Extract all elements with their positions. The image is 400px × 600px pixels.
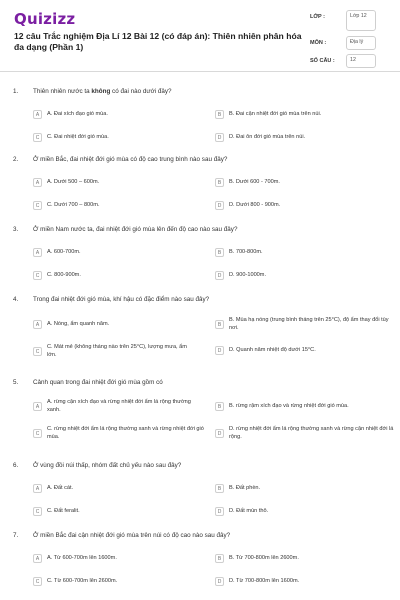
meta-subject-row (310, 36, 392, 54)
option-text: A. Nóng, ẩm quanh năm. (47, 320, 110, 327)
option-letter-box: D (215, 133, 224, 142)
option-letter-box: C (33, 201, 42, 210)
worksheet-meta (310, 10, 392, 72)
option-letter-box: D (215, 429, 224, 438)
option-letter-box: D (215, 271, 224, 280)
meta-subject-value: Địa lý (346, 36, 376, 50)
question-text: Ở miền Bắc, đai nhiệt đới gió mùa có độ cao trung bình nào sau đây? (33, 156, 228, 163)
option-letter-box: D (215, 577, 224, 586)
option-letter-box: D (215, 201, 224, 210)
worksheet-title: 12 câu Trắc nghiệm Địa Lí 12 Bài 12 (có đáp án): Thiên nhiên phân hóa đa dạng (Phần 1) (14, 31, 302, 52)
option-text: D. Đất mùn thô. (229, 507, 269, 514)
question-text: Ở miền Nam nước ta, đai nhiệt đới gió mùa lên đến độ cao nào sau đây? (33, 226, 238, 233)
option-text: D. Quanh năm nhiệt độ dưới 15°C. (229, 346, 316, 353)
option-d[interactable] (215, 507, 390, 516)
option-text: B. rừng rậm xích đạo và rừng nhiệt đới gió mùa. (229, 402, 349, 409)
option-text: B. Đất phèn. (229, 484, 261, 491)
meta-class-row (310, 10, 392, 36)
option-b[interactable] (215, 317, 390, 332)
option-b[interactable] (215, 110, 390, 119)
option-a[interactable] (33, 110, 193, 119)
option-letter-box: C (33, 133, 42, 142)
option-letter-box: B (215, 110, 224, 119)
option-d[interactable] (215, 271, 390, 280)
option-text: C. Dưới 700 – 800m. (47, 201, 100, 208)
question-text: Ở vùng đồi núi thấp, nhóm đất chủ yếu nào sau đây? (33, 462, 182, 469)
quizizz-logo: Quizizz (14, 10, 76, 28)
option-text: C. Đai nhiệt đới gió mùa. (47, 133, 109, 140)
option-text: B. Mùa hạ nóng (trung bình tháng trên 25°C), độ ẩm thay đổi tùy nơi. (229, 317, 389, 331)
option-text: A. 600-700m. (47, 248, 81, 255)
option-letter-box: A (33, 484, 42, 493)
option-letter-box: C (33, 271, 42, 280)
question-number: 1. (13, 88, 19, 95)
option-text: A. Đai xích đạo gió mùa. (47, 110, 108, 117)
option-text: A. Dưới 500 – 600m. (47, 178, 100, 185)
option-a[interactable] (33, 320, 193, 329)
option-letter-box: B (215, 554, 224, 563)
option-a[interactable] (33, 554, 193, 563)
question-4 (0, 296, 400, 371)
option-c[interactable] (33, 577, 193, 586)
option-letter-box: B (215, 484, 224, 493)
option-letter-box: D (215, 507, 224, 516)
option-text: C. Mát mẻ (không tháng nào trên 25°C), lượng mưa, ẩm lớn. (47, 344, 187, 358)
question-1 (0, 88, 400, 148)
option-text: C. rừng nhiệt đới ẩm lá rộng thường xanh và rừng nhiệt đới gió mùa. (47, 426, 204, 440)
option-a[interactable] (33, 248, 193, 257)
option-b[interactable] (215, 178, 390, 187)
option-b[interactable] (215, 484, 390, 493)
question-3 (0, 226, 400, 286)
option-b[interactable] (215, 248, 390, 257)
option-text: B. Đai cận nhiệt đới gió mùa trên núi. (229, 110, 322, 117)
option-letter-box: A (33, 402, 42, 411)
option-letter-box: A (33, 320, 42, 329)
meta-subject-label: MÔN : (310, 40, 327, 46)
option-c[interactable] (33, 201, 193, 210)
option-text: B. 700-800m. (229, 248, 263, 255)
option-letter-box: A (33, 110, 42, 119)
option-text: D. Dưới 800 - 900m. (229, 201, 281, 208)
question-text: Ở miền Bắc đai cận nhiệt đới gió mùa trên núi có độ cao nào sau đây? (33, 532, 231, 539)
option-text: B. Từ 700-800m lên 2600m. (229, 554, 299, 561)
meta-count-value: 12 (346, 54, 376, 68)
option-text: C. Đất feralit. (47, 507, 80, 514)
worksheet-header (0, 0, 400, 72)
option-d[interactable] (215, 346, 390, 355)
option-text: D. Đai ôn đới gió mùa trên núi. (229, 133, 306, 140)
option-b[interactable] (215, 554, 390, 563)
option-c[interactable] (33, 426, 205, 441)
option-letter-box: A (33, 554, 42, 563)
option-letter-box: B (215, 320, 224, 329)
option-letter-box: B (215, 402, 224, 411)
option-text: D. 900-1000m. (229, 271, 267, 278)
option-d[interactable] (215, 426, 395, 441)
option-text: D. rừng nhiệt đới ẩm lá rộng thường xanh và rừng cận nhiệt đới lá rộng. (229, 426, 394, 440)
meta-count-row (310, 54, 392, 72)
option-c[interactable] (33, 133, 193, 142)
option-c[interactable] (33, 344, 198, 359)
option-letter-box: C (33, 429, 42, 438)
question-text: Trong đai nhiệt đới gió mùa, khí hậu có đặc điểm nào sau đây? (33, 296, 210, 303)
option-letter-box: B (215, 178, 224, 187)
question-number: 3. (13, 226, 19, 233)
option-d[interactable] (215, 577, 390, 586)
option-a[interactable] (33, 399, 205, 414)
option-letter-box: D (215, 346, 224, 355)
meta-count-label: SỐ CÂU : (310, 58, 335, 64)
option-letter-box: C (33, 507, 42, 516)
option-text: D. Từ 700-800m lên 1600m. (229, 577, 300, 584)
question-7 (0, 532, 400, 592)
option-a[interactable] (33, 484, 193, 493)
option-d[interactable] (215, 201, 390, 210)
option-text: A. rừng cận xích đạo và rừng nhiệt đới ẩm lá rộng thường xanh. (47, 399, 191, 413)
question-5 (0, 379, 400, 454)
question-number: 2. (13, 156, 19, 163)
option-text: A. Đất cát. (47, 484, 74, 491)
meta-class-label: LỚP : (310, 14, 325, 20)
question-emphasis: không (91, 88, 111, 95)
option-letter-box: C (33, 577, 42, 586)
question-number: 4. (13, 296, 19, 303)
option-letter-box: A (33, 178, 42, 187)
question-number: 6. (13, 462, 19, 469)
option-letter-box: B (215, 248, 224, 257)
question-6 (0, 462, 400, 522)
option-letter-box: C (33, 347, 42, 356)
question-number: 7. (13, 532, 19, 539)
option-d[interactable] (215, 133, 390, 142)
option-a[interactable] (33, 178, 193, 187)
option-text: B. Dưới 600 - 700m. (229, 178, 280, 185)
question-2 (0, 156, 400, 216)
question-text: Thiên nhiên nước ta không có đai nào dưới đây? (33, 88, 172, 95)
option-letter-box: A (33, 248, 42, 257)
option-text: C. Từ 600-700m lên 2600m. (47, 577, 118, 584)
meta-class-value: Lớp 12 (346, 10, 376, 31)
option-b[interactable] (215, 402, 395, 411)
option-text: C. 800-900m. (47, 271, 81, 278)
option-c[interactable] (33, 271, 193, 280)
question-text: Cảnh quan trong đai nhiệt đới gió mùa gồm có (33, 379, 163, 386)
option-c[interactable] (33, 507, 193, 516)
question-number: 5. (13, 379, 19, 386)
option-text: A. Từ 600-700m lên 1600m. (47, 554, 117, 561)
